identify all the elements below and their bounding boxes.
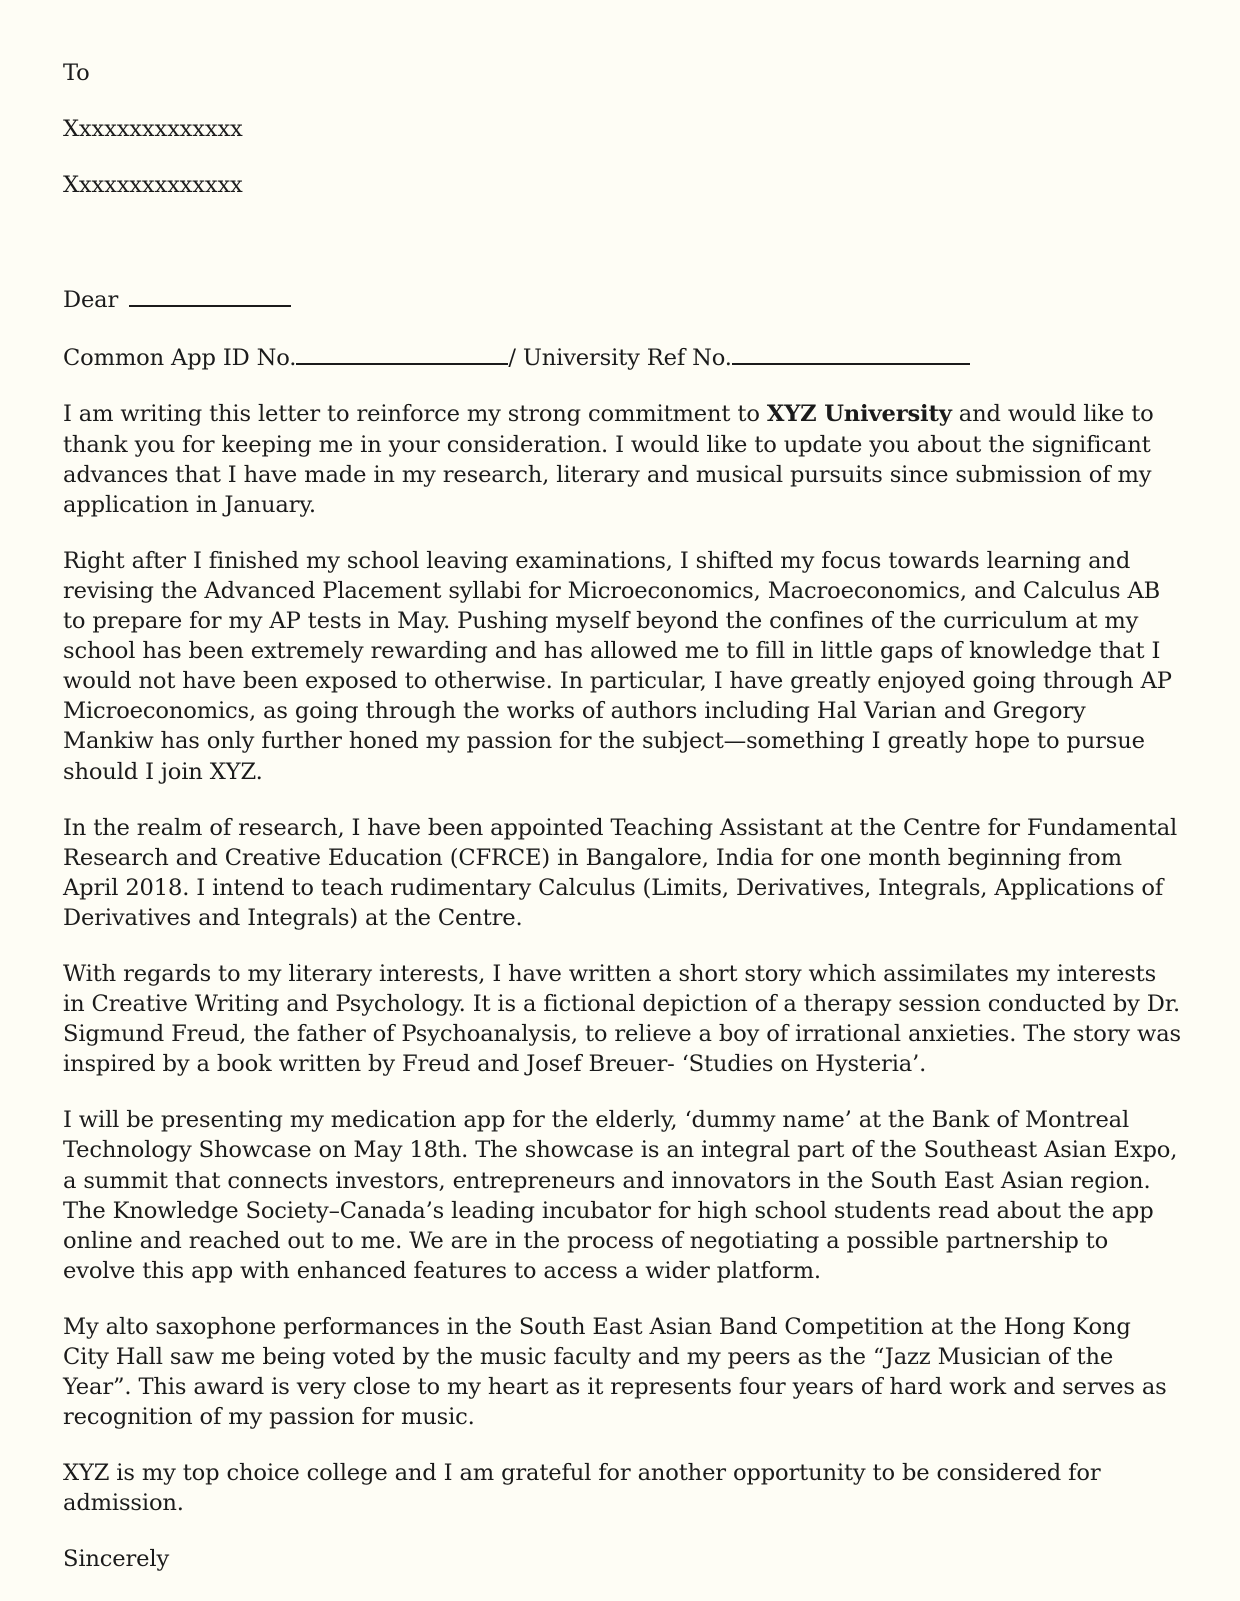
closing: Sincerely	[63, 1546, 170, 1573]
paragraph-commitment-text-cont: and would like to thank you for keeping me in your consideration. I would like to update you about the significant advances that I have made in my research, literary and musical pursuits since submission of my application in January.	[63, 401, 1154, 518]
paragraph-app-showcase: I will be presenting my medication app for the elderly, ‘dummy name’ at the Bank of Montreal Technology Showcase on May 18th. The showcase is an integral part of the Southeast Asian Expo, a summit that connects investors, entrepreneurs and innovators in the South East Asian region. The Knowledge Society–Canada’s leading incubator for high school students read about the app online and reached out to me. We are in the process of negotiating a possible partnership to evolve this app with enhanced features to access a wider platform.	[63, 1107, 1178, 1284]
paragraph-ap-studies: Right after I finished my school leaving examinations, I shifted my focus towards learning and revising the Advanced Placement syllabi for Microeconomics, Macroeconomics, and Calculus AB to prepare for my AP tests in May. Pushing myself beyond the confines of the curriculum at my school has been extremely rewarding and has allowed me to fill in little gaps of knowledge that I would not have been exposed to otherwise. In particular, I have greatly enjoyed going through AP Microeconomics, as going through the works of authors including Hal Varian and Gregory Mankiw has only further honed my passion for the subject—something I greatly hope to pursue should I join XYZ.	[63, 547, 1172, 785]
recipient-name-blank	[129, 283, 291, 307]
university-ref-blank	[732, 341, 970, 365]
university-name: XYZ University	[766, 401, 952, 428]
university-ref-label: / University Ref No.	[508, 345, 732, 372]
reference-ids-line	[63, 341, 1183, 373]
recipient-line-1: Xxxxxxxxxxxxxx	[63, 116, 243, 143]
recipient-to: To	[63, 60, 90, 86]
paragraph-literary: With regards to my literary interests, I have written a short story which assimilates my interests in Creative Writing and Psychology. It is a fictional depiction of a therapy session conducted by Dr. Sigmund Freud, the father of Psychoanalysis, to relieve a boy of irrational anxieties. The story was inspired by a book written by Freud and Josef Breuer- ‘Studies on Hysteria’.	[63, 960, 1181, 1078]
salutation-line	[63, 283, 1183, 315]
common-app-id-label: Common App ID No.	[63, 345, 297, 372]
paragraph-commitment-text: I am writing this letter to reinforce my strong commitment to	[63, 401, 767, 428]
paragraph-top-choice: XYZ is my top choice college and I am grateful for another opportunity to be considered for admission.	[63, 1460, 1101, 1517]
paragraph-commitment	[63, 399, 1183, 519]
recipient-line-2: Xxxxxxxxxxxxxx	[63, 172, 243, 199]
common-app-id-blank	[296, 341, 508, 365]
paragraph-research: In the realm of research, I have been appointed Teaching Assistant at the Centre for Fundamental Research and Creative Education (CFRCE) in Bangalore, India for one month beginning from April 2018. I intend to teach rudimentary Calculus (Limits, Derivatives, Integrals, Applications of Derivatives and Integrals) at the Centre.	[63, 814, 1178, 931]
letter-body	[63, 58, 1183, 1601]
salutation: Dear	[63, 287, 119, 314]
paragraph-music: My alto saxophone performances in the South East Asian Band Competition at the Hong Kong City Hall saw me being voted by the music faculty and my peers as the “Jazz Musician of the Year”. This award is very close to my heart as it represents four years of hard work and serves as recognition of my passion for music.	[63, 1313, 1167, 1431]
